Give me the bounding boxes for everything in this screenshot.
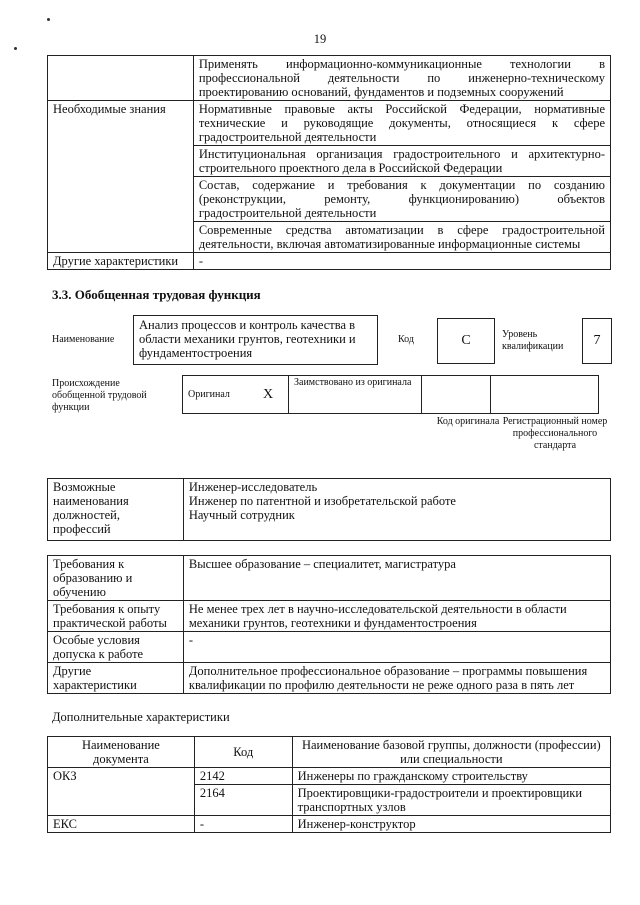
section-title: 3.3. Обобщенная трудовая функция	[52, 287, 261, 302]
header-cell: Код	[194, 737, 292, 768]
name-cell: Инженеры по гражданскому строительству	[292, 768, 610, 785]
table-row	[48, 556, 611, 601]
position-item: Инженер-исследователь	[188, 480, 318, 494]
level-value: 7	[593, 333, 601, 348]
doc-cell: ОКЗ	[48, 768, 195, 816]
knowledge-item: Институциональная организация градостроительного и архитектурно-строительного проектного дела в Российской Федерации	[193, 146, 610, 177]
table-row	[48, 816, 611, 833]
reg-number-cell	[491, 376, 599, 414]
table-row	[48, 253, 611, 270]
reg-caption: Регистрационный номер профессионального стандарта	[502, 416, 608, 451]
req-value: Не менее трех лет в научно-исследовательской деятельности в области механики грунтов, геотехники и фундаментостроения	[183, 601, 610, 632]
req-value: Высшее образование – специалитет, магистратура	[183, 556, 610, 601]
additional-table	[47, 736, 611, 833]
additional-title: Дополнительные характеристики	[52, 710, 230, 724]
req-label: Особые условия допуска к работе	[48, 632, 184, 663]
original-mark: X	[248, 376, 289, 414]
req-value: -	[183, 632, 610, 663]
req-label: Требования к образованию и обучению	[48, 556, 184, 601]
borrowed-label: Заимствовано из оригинала	[289, 376, 422, 414]
table-row	[48, 479, 611, 541]
table-row	[48, 768, 611, 785]
knowledge-item: Нормативные правовые акты Российской Федерации, нормативные технические и руководящие документы, относящиеся к сфере градостроительной деятельности	[193, 101, 610, 146]
table-row	[48, 663, 611, 694]
knowledge-label: Необходимые знания	[48, 101, 194, 253]
skill-cell: Применять информационно-коммуникационные технологии в профессиональной деятельности по инженерно-техническому проектированию оснований, фундаментов и подземных сооружений	[193, 56, 610, 101]
table-row	[48, 101, 611, 146]
positions-table	[47, 478, 611, 541]
requirements-table	[47, 555, 611, 694]
positions-label: Возможные наименования должностей, профессий	[48, 479, 184, 541]
table-row	[48, 601, 611, 632]
req-label: Другие характеристики	[48, 663, 184, 694]
table-header-row	[48, 737, 611, 768]
empty-cell	[48, 56, 194, 101]
positions-list	[183, 479, 610, 541]
position-item: Научный сотрудник	[188, 508, 295, 522]
doc-cell: ЕКС	[48, 816, 195, 833]
code-box	[437, 318, 495, 364]
table-row	[48, 56, 611, 101]
knowledge-table	[47, 55, 611, 270]
req-label: Требования к опыту практической работы	[48, 601, 184, 632]
req-value: Дополнительное профессиональное образование – программы повышения квалификации по профилю деятельности не реже одного раза в пять лет	[183, 663, 610, 694]
code-cell: -	[194, 816, 292, 833]
table-row	[183, 376, 599, 414]
table-row	[48, 632, 611, 663]
function-name-box	[133, 315, 378, 365]
origin-table	[182, 375, 599, 414]
level-label: Уровень квалификации	[502, 329, 564, 352]
header-cell: Наименование документа	[48, 737, 195, 768]
header-cell: Наименование базовой группы, должности (профессии) или специальности	[292, 737, 610, 768]
name-cell: Инженер-конструктор	[292, 816, 610, 833]
level-box	[582, 318, 612, 364]
position-item: Инженер по патентной и изобретательской работе	[188, 494, 456, 508]
origin-label: Происхождение обобщенной трудовой функции	[52, 378, 147, 413]
name-cell: Проектировщики-градостроители и проектировщики транспортных узлов	[292, 785, 610, 816]
scan-dot	[14, 47, 17, 50]
other-value: -	[193, 253, 610, 270]
function-name: Анализ процессов и контроль качества в области механики грунтов, геотехники и фундаментостроения	[139, 318, 356, 360]
scan-dot	[47, 18, 50, 21]
name-label: Наименование	[52, 334, 115, 345]
other-label: Другие характеристики	[48, 253, 194, 270]
code-label: Код	[398, 334, 414, 345]
original-label: Оригинал	[183, 376, 249, 414]
code-cell: 2164	[194, 785, 292, 816]
code-value: С	[461, 333, 471, 348]
knowledge-item: Современные средства автоматизации в сфере градостроительной деятельности, включая автоматизированные информационные системы	[193, 222, 610, 253]
original-code-cell	[422, 376, 491, 414]
page-number: 19	[313, 32, 327, 46]
code-caption: Код оригинала	[436, 416, 500, 427]
code-cell: 2142	[194, 768, 292, 785]
knowledge-item: Состав, содержание и требования к документации по созданию (реконструкции, ремонту, функционированию) объектов градостроительной деятельности	[193, 177, 610, 222]
